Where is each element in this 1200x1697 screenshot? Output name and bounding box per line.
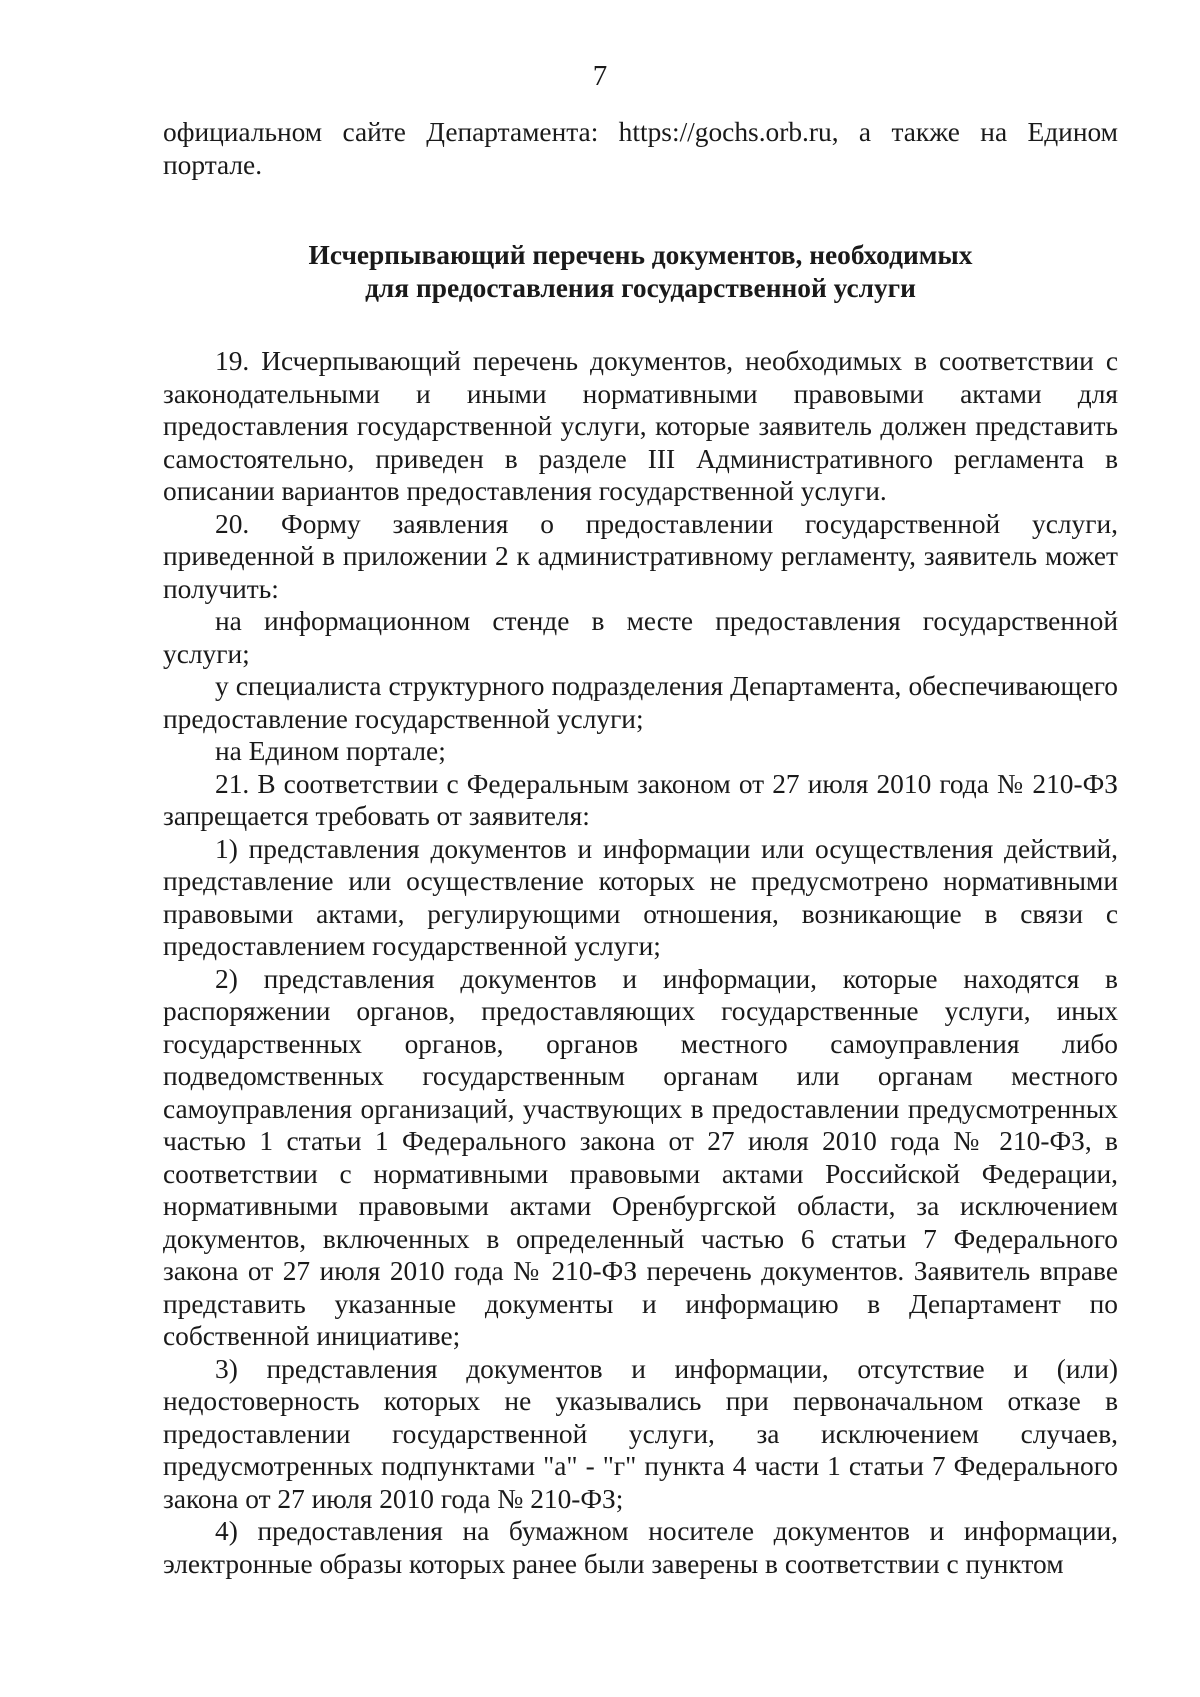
list-item-info-stand: на информационном стенде в месте предоставления государственной услуги; bbox=[163, 606, 1118, 669]
paragraph-21-item-3: 3) представления документов и информации, отсутствие и (или) недостоверность которых не указывались при первоначальном отказе в предоставлении государственной услуги, за исключением случаев, предусмотренных подпунктами "а" - "г" пункта 4 части 1 статьи 7 Федерального закона от 27 июля 2010 года № 210-ФЗ; bbox=[163, 1353, 1118, 1514]
paragraph-21-item-1: 1) представления документов и информации или осуществления действий, представление или осуществление которых не предусмотрено нормативными правовыми актами, регулирующими отношения, возникающие в связи с предоставлением государственной услуги; bbox=[163, 833, 1118, 961]
list-item-unified-portal: на Едином портале; bbox=[215, 736, 446, 766]
section-heading-line-1: Исчерпывающий перечень документов, необходимых bbox=[308, 240, 973, 270]
paragraph-19: 19. Исчерпывающий перечень документов, необходимых в соответствии с законодательными и иными нормативными правовыми актами для предоставления государственной услуги, которые заявитель должен представить самостоятельно, приведен в разделе III Административного регламента в описании вариантов предоставления государственной услуги. bbox=[163, 346, 1118, 506]
paragraph-20: 20. Форму заявления о предоставлении государственной услуги, приведенной в приложении 2 к административному регламенту, заявитель может получить: bbox=[163, 508, 1118, 604]
paragraph-21: 21. В соответствии с Федеральным законом от 27 июля 2010 года № 210-ФЗ запрещается требовать от заявителя: bbox=[163, 768, 1118, 831]
paragraph-21-item-4: 4) предоставления на бумажном носителе документов и информации, электронные образы которых ранее были заверены в соответствии с пунктом bbox=[163, 1516, 1118, 1579]
section-heading-line-2: для предоставления государственной услуги bbox=[365, 273, 916, 303]
list-item-specialist: у специалиста структурного подразделения Департамента, обеспечивающего предоставление государственной услуги; bbox=[163, 671, 1118, 734]
paragraph-21-item-2: 2) представления документов и информации, которые находятся в распоряжении органов, предоставляющих государственные услуги, иных государственных органов, органов местного самоуправления либо подведомственных государственным органам или органам местного самоуправления организаций, участвующих в предоставлении предусмотренных частью 1 статьи 1 Федерального закона от 27 июля 2010 года № 210-ФЗ, в соответствии с нормативными правовыми актами Российской Федерации, нормативными правовыми актами Оренбургской области, за исключением документов, включенных в определенный частью 6 статьи 7 Федерального закона от 27 июля 2010 года № 210-ФЗ перечень документов. Заявитель вправе представить указанные документы и информацию в Департамент по собственной инициативе; bbox=[163, 963, 1118, 1351]
page-number: 7 bbox=[592, 60, 608, 92]
document-body bbox=[163, 116, 1118, 1580]
section-heading bbox=[163, 239, 1118, 305]
intro-paragraph: официальном сайте Департамента: https://gochs.orb.ru, а также на Едином портале. bbox=[163, 117, 1118, 180]
